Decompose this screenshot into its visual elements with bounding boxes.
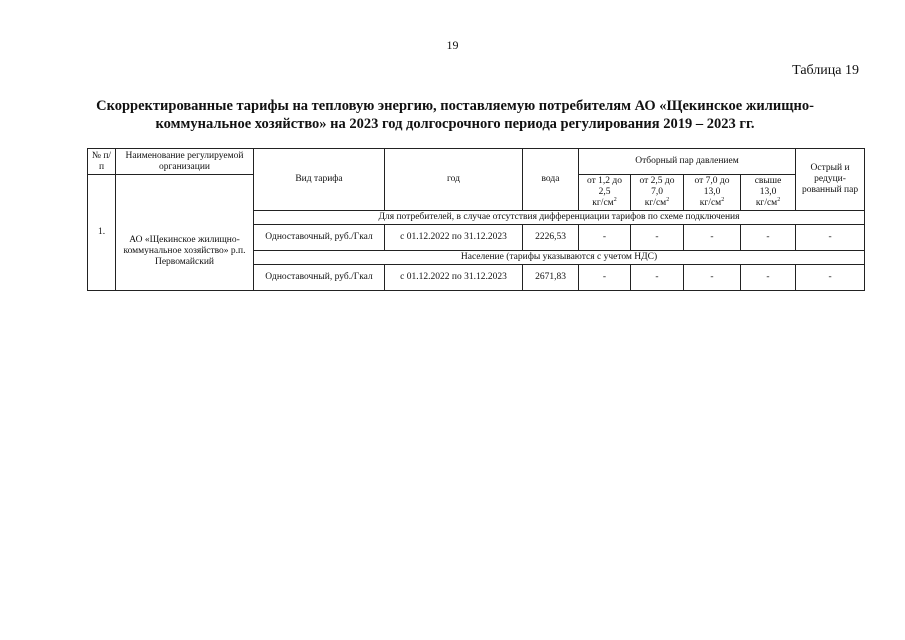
pressure-2-value: 7,0 xyxy=(651,187,663,197)
header-row-1 xyxy=(88,149,865,175)
water-value-cell: 2226,53 xyxy=(523,225,579,251)
pressure-3-value-cell: - xyxy=(684,265,741,291)
pressure-3-value-cell: - xyxy=(684,225,741,251)
pressure-1-value-cell: - xyxy=(579,225,631,251)
pressure-2-value-cell: - xyxy=(631,265,684,291)
pressure-4-value-cell: - xyxy=(741,225,796,251)
table-label: Таблица 19 xyxy=(792,63,859,78)
pressure-4-unit-power: 2 xyxy=(777,196,781,203)
pressure-4-value: 13,0 xyxy=(759,187,777,197)
pressure-3-range: от 7,0 до xyxy=(694,176,730,186)
pressure-3-unit-power: 2 xyxy=(721,196,725,203)
pressure-1-value-cell: - xyxy=(579,265,631,291)
sharp-steam-value-cell: - xyxy=(796,265,865,291)
header-sharp-steam: Острый и редуци-рованный пар xyxy=(796,149,865,211)
period-cell: с 01.12.2022 по 31.12.2023 xyxy=(385,225,523,251)
header-tariff-type: Вид тарифа xyxy=(254,149,385,211)
header-pressure-2 xyxy=(631,175,684,211)
tariff-type-cell: Одноставочный, руб./Гкал xyxy=(254,265,385,291)
pressure-2-range: от 2,5 до xyxy=(639,176,675,186)
header-number: № п/п xyxy=(88,149,116,175)
period-cell: с 01.12.2022 по 31.12.2023 xyxy=(385,265,523,291)
pressure-1-value: 2,5 xyxy=(598,187,611,197)
pressure-2-unit-power: 2 xyxy=(666,196,670,203)
pressure-4-unit: кг/см xyxy=(755,198,778,208)
pressure-4-range: свыше xyxy=(754,176,782,186)
pressure-1-range: от 1,2 до xyxy=(587,176,622,186)
header-water: вода xyxy=(523,149,579,211)
section-label: Для потребителей, в случае отсутствия дифференциации тарифов по схеме подключения xyxy=(254,211,865,225)
header-year: год xyxy=(385,149,523,211)
section-label: Население (тарифы указываются с учетом НДС) xyxy=(254,251,865,265)
row-number-cell: 1. xyxy=(88,175,116,291)
pressure-3-value: 13,0 xyxy=(703,187,721,197)
tariff-table xyxy=(87,148,865,291)
org-name-cell: АО «Щекинское жилищно-коммунальное хозяйство» р.п. Первомайский xyxy=(116,175,254,291)
header-pressure-4 xyxy=(741,175,796,211)
header-org: Наименование регулируемой организации xyxy=(116,149,254,175)
header-steam-group: Отборный пар давлением xyxy=(579,149,796,175)
pressure-3-unit: кг/см xyxy=(699,198,722,208)
pressure-1-unit: кг/см xyxy=(592,198,614,208)
pressure-4-value-cell: - xyxy=(741,265,796,291)
page-number: 19 xyxy=(446,38,459,52)
water-value-cell: 2671,83 xyxy=(523,265,579,291)
header-pressure-1 xyxy=(579,175,631,211)
header-pressure-3 xyxy=(684,175,741,211)
pressure-2-value-cell: - xyxy=(631,225,684,251)
pressure-2-unit: кг/см xyxy=(644,198,667,208)
sharp-steam-value-cell: - xyxy=(796,225,865,251)
tariff-type-cell: Одноставочный, руб./Гкал xyxy=(254,225,385,251)
document-title: Скорректированные тарифы на тепловую энергию, поставляемую потребителям АО «Щекинское жилищно-коммунальное хозяйство» на 2023 год долгосрочного периода регулирования 2019 – 2023 гг. xyxy=(96,98,814,132)
pressure-1-unit-power: 2 xyxy=(613,196,617,203)
